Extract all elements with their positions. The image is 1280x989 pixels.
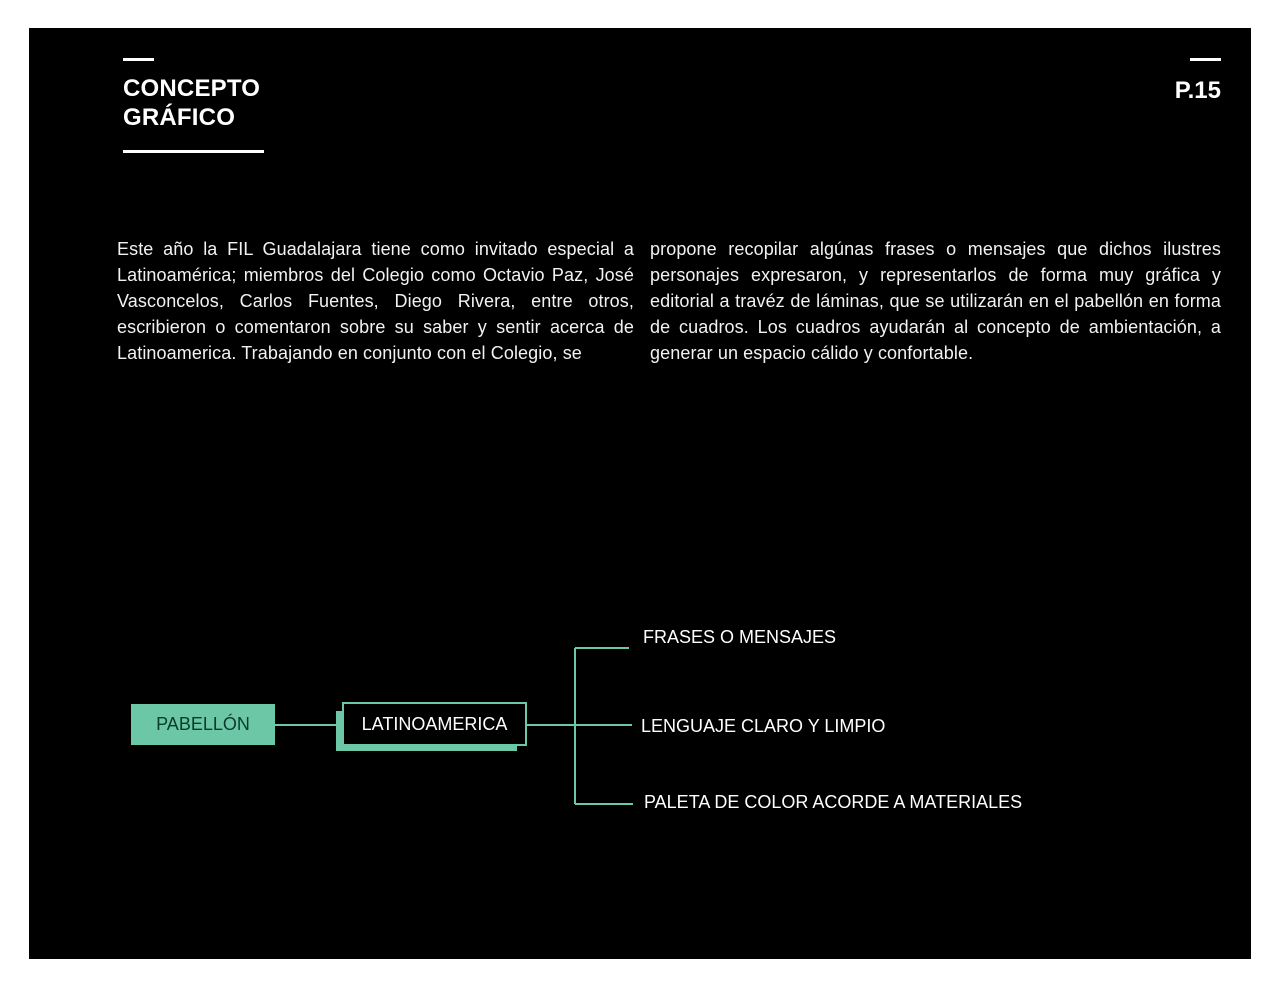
leaf-frases-o-mensajes: FRASES O MENSAJES (643, 627, 837, 647)
title-line-1: CONCEPTO (123, 75, 261, 102)
diagram-connectors (29, 28, 1251, 959)
body-text-column-1: Este año la FIL Guadalajara tiene como invitado especial a Latinoamérica; miembros del Colegio como Octavio Paz, José Vasconcelos, Carlos Fuentes, Diego Rivera, entre otros, escribieron o comentaron sobre su saber y sentir acerca de Latinoamerica. Trabajando en conjunto con el Colegio, se (117, 239, 634, 363)
leaf-paleta-de-color: PALETA DE COLOR ACORDE A MATERIALES (644, 792, 1023, 812)
node-latinoamerica: LATINOAMERICA (342, 702, 527, 746)
leaf-lenguaje-claro: LENGUAJE CLARO Y LIMPIO (641, 716, 886, 736)
node-pabellon: PABELLÓN (131, 704, 275, 745)
title-line-2: GRÁFICO (123, 104, 236, 131)
page-number: P.15 (1174, 77, 1221, 104)
page (29, 28, 1251, 959)
body-text-column-2: propone recopilar algúnas frases o mensajes que dichos ilustres personajes expresaron, y representarlos de forma muy gráfica y editorial a travéz de láminas, que se utilizarán en el pabellón en forma de cuadros. Los cuadros ayudarán al concepto de ambientación, a generar un espacio cálido y confortable. (650, 239, 1221, 363)
